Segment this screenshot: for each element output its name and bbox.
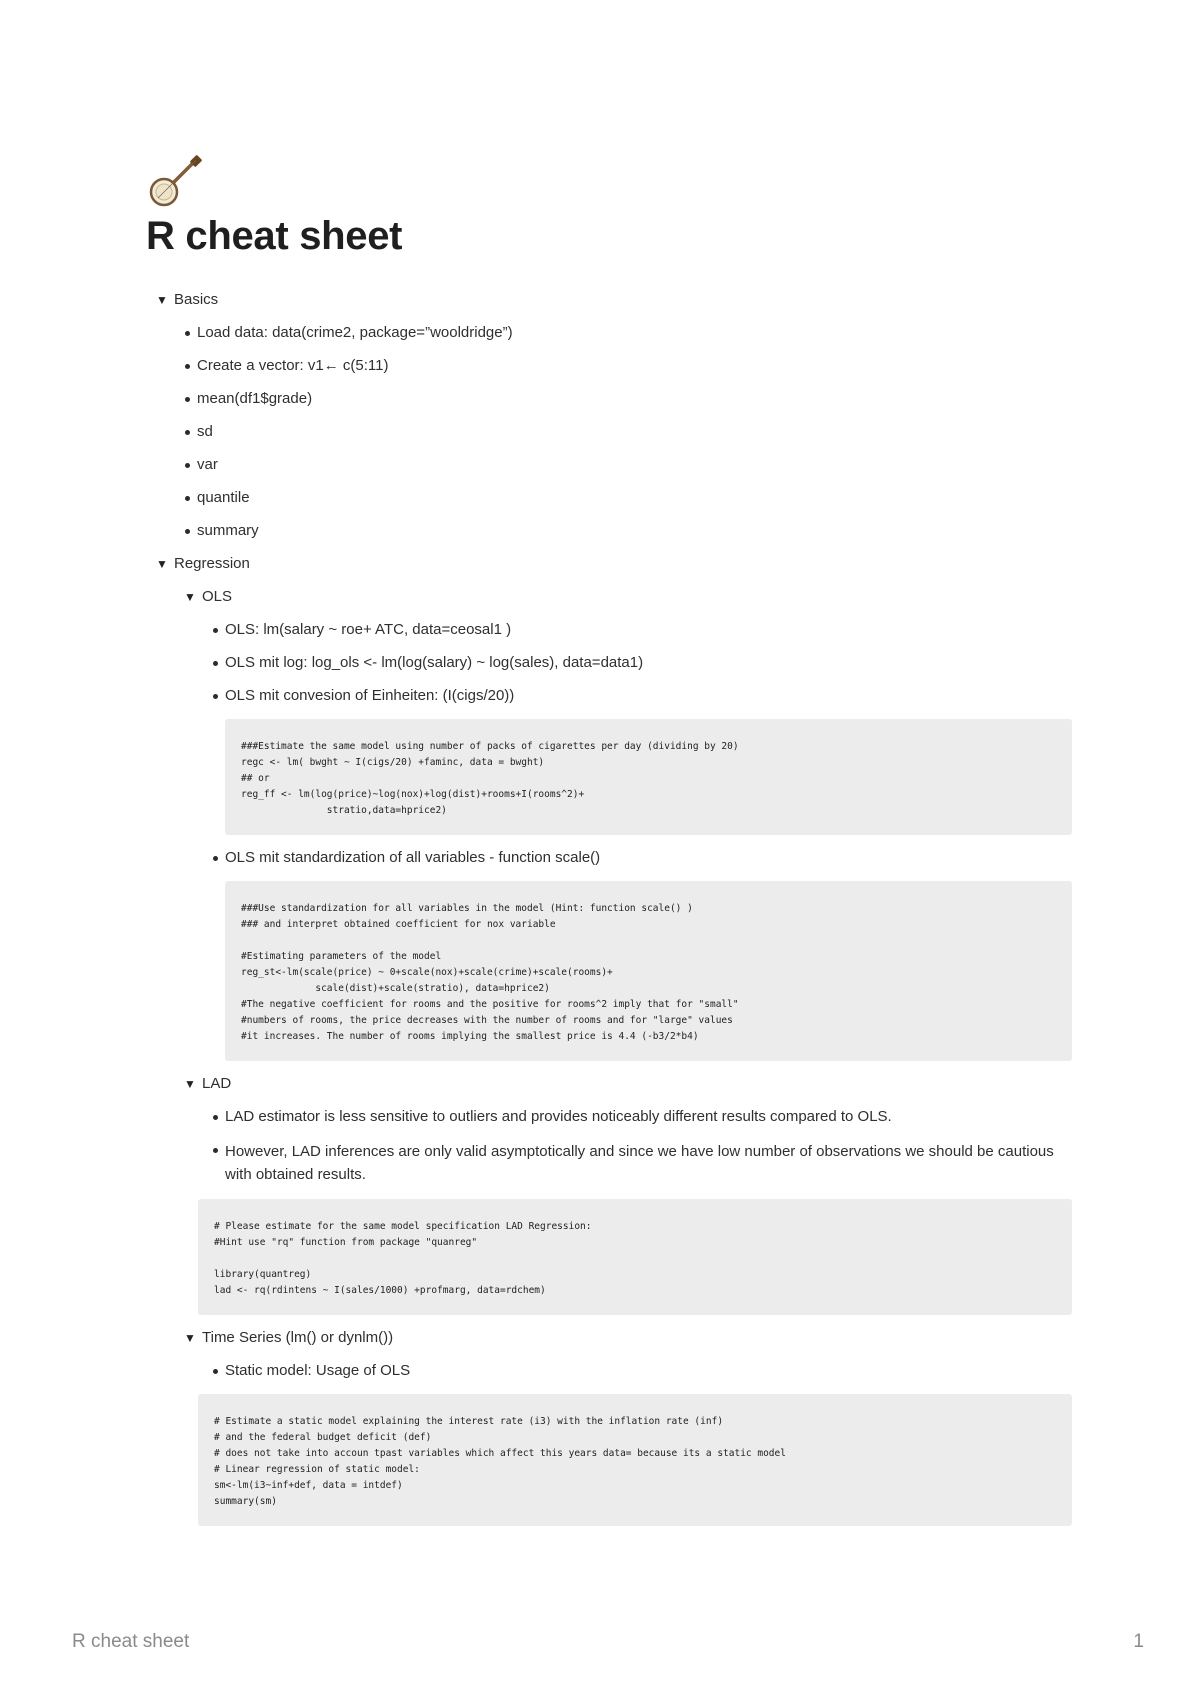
bullet-icon (185, 364, 190, 369)
bullet-icon (185, 496, 190, 501)
footer-title: R cheat sheet (72, 1631, 190, 1652)
toggle-regression[interactable] (152, 554, 1072, 574)
bullet-icon (213, 856, 218, 861)
toggle-label: OLS (202, 588, 233, 605)
bullet-icon (213, 1369, 218, 1374)
triangle-down-icon[interactable]: ▼ (184, 590, 196, 604)
list-item: quantile (152, 488, 1072, 508)
page-title: R cheat sheet (146, 214, 403, 258)
toggle-time-series[interactable] (180, 1328, 1072, 1348)
bullet-icon (213, 694, 218, 699)
toggle-basics[interactable] (152, 290, 1072, 310)
bullet-icon (185, 430, 190, 435)
bullet-icon (185, 331, 190, 336)
toggle-label: Time Series (lm() or dynlm()) (202, 1329, 394, 1346)
code-block-wrapper (198, 1199, 1072, 1315)
code-block-wrapper (225, 881, 1072, 1061)
list-item: OLS mit standardization of all variables - function scale() (180, 848, 1072, 868)
code-block-wrapper (225, 719, 1072, 835)
regression-body (180, 587, 1072, 1526)
code-block-wrapper (198, 1394, 1072, 1526)
toggle-label: Basics (174, 291, 219, 308)
code-block[interactable]: ###Estimate the same model using number of packs of cigarettes per day (dividing by 20) regc <- lm( bwght ~ I(cigs/20) +faminc, data = bwght) ## or reg_ff <- lm(log(price)~log(nox)+log(dist)+rooms+I(rooms^2)+ stratio,data=hprice2) (225, 719, 1072, 835)
bullet-icon (213, 1148, 218, 1153)
triangle-down-icon[interactable]: ▼ (156, 293, 168, 307)
code-block[interactable]: # Please estimate for the same model specification LAD Regression: #Hint use "rq" function from package "quanreg" library(quantreg) lad <- rq(rdintens ~ I(sales/1000) +profmarg, data=rdchem) (198, 1199, 1072, 1315)
bullet-icon (213, 1115, 218, 1120)
list-item: mean(df1$grade) (152, 389, 1072, 409)
bullet-icon (213, 628, 218, 633)
basics-list (152, 323, 1072, 541)
banjo-icon (146, 152, 206, 212)
list-item: Create a vector: v1← c(5:11) (152, 356, 1072, 376)
triangle-down-icon[interactable]: ▼ (184, 1077, 196, 1091)
bullet-icon (185, 463, 190, 468)
code-block[interactable]: # Estimate a static model explaining the interest rate (i3) with the inflation rate (inf) # and the federal budget deficit (def) # does not take into accoun tpast variables which affect this years data= because its a static model # Linear regression of static model: sm<-lm(i3~inf+def, data = intdef) summary(sm) (198, 1394, 1072, 1526)
code-block[interactable]: ###Use standardization for all variables in the model (Hint: function scale() ) ### and interpret obtained coefficient for nox variable #Estimating parameters of the model reg_st<-lm(scale(price) ~ 0+scale(nox)+scale(crime)+scale(rooms)+ scale(dist)+scale(stratio), data=hprice2) #The negative coefficient for rooms and the positive for rooms^2 imply that for "small" #numbers of rooms, the price decreases with the number of rooms and for "large" values #it increases. The number of rooms implying the smallest price is 4.4 (-b3/2*b4) (225, 881, 1072, 1061)
list-item: OLS: lm(salary ~ roe+ ATC, data=ceosal1 ) (180, 620, 1072, 640)
list-item: Load data: data(crime2, package=”wooldridge”) (152, 323, 1072, 343)
bullet-icon (185, 529, 190, 534)
page-number: 1 (1133, 1631, 1144, 1652)
bullet-icon (213, 661, 218, 666)
list-item: summary (152, 521, 1072, 541)
list-item: However, LAD inferences are only valid asymptotically and since we have low number of observations we should be cautious with obtained results. (180, 1140, 1072, 1186)
toggle-lad[interactable] (180, 1074, 1072, 1094)
list-item: OLS mit log: log_ols <- lm(log(salary) ~ log(sales), data=data1) (180, 653, 1072, 673)
list-item: LAD estimator is less sensitive to outliers and provides noticeably different results compared to OLS. (180, 1107, 1072, 1127)
triangle-down-icon[interactable]: ▼ (156, 557, 168, 571)
toggle-label: Regression (174, 555, 250, 572)
list-item: var (152, 455, 1072, 475)
toggle-ols[interactable] (180, 587, 1072, 607)
list-item: Static model: Usage of OLS (180, 1361, 1072, 1381)
page-content (152, 290, 1072, 1539)
toggle-label: LAD (202, 1075, 232, 1092)
list-item: OLS mit convesion of Einheiten: (I(cigs/20)) (180, 686, 1072, 706)
bullet-icon (185, 397, 190, 402)
list-item: sd (152, 422, 1072, 442)
triangle-down-icon[interactable]: ▼ (184, 1331, 196, 1345)
